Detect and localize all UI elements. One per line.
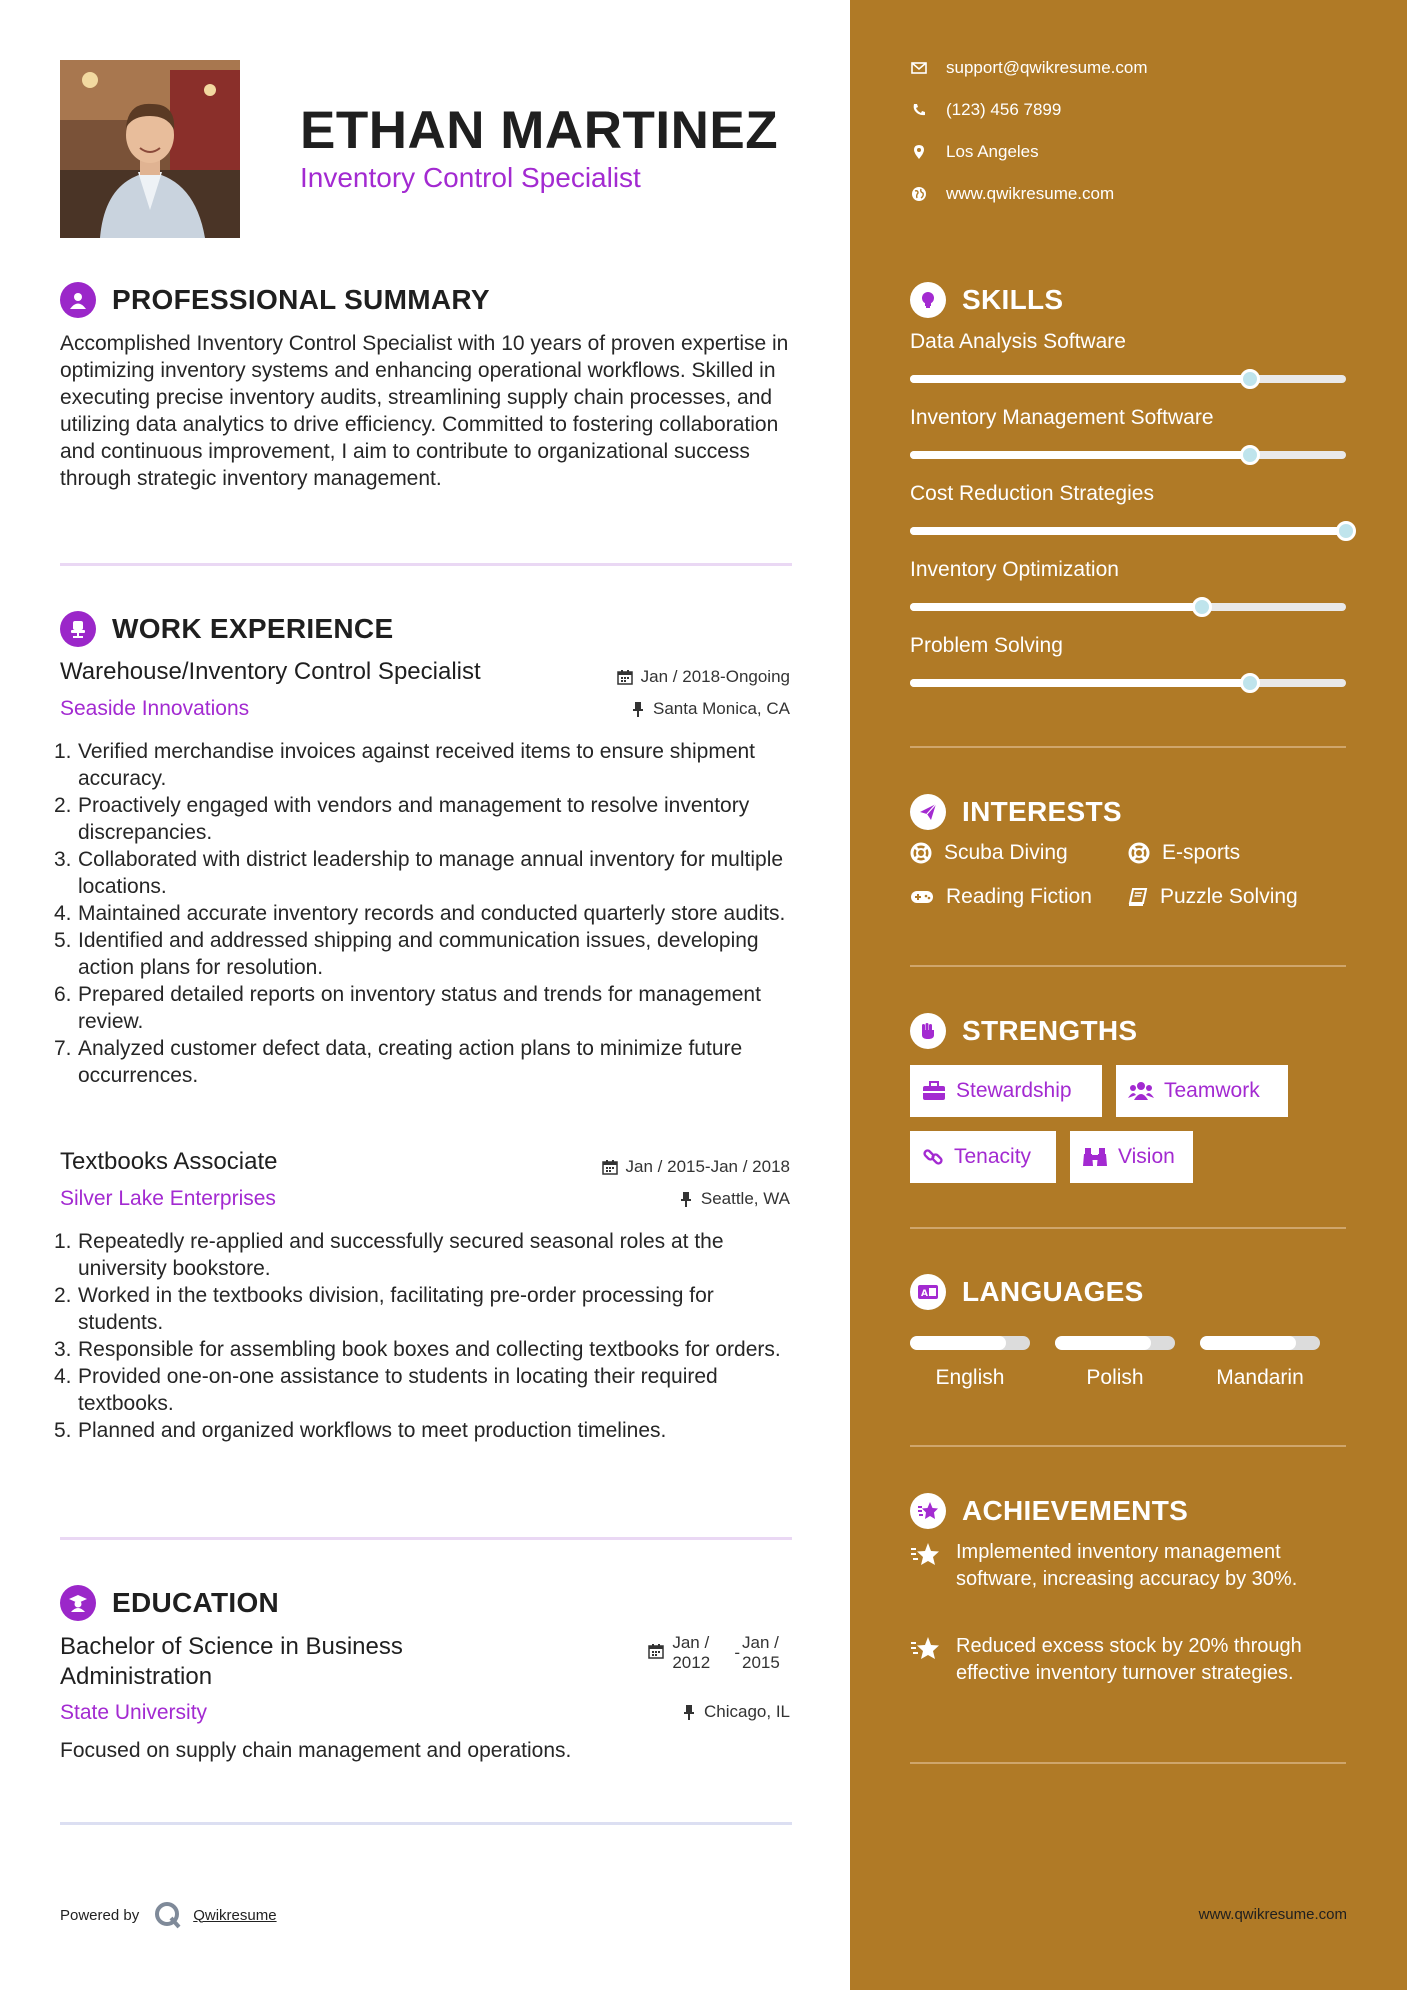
skill-bar-fill bbox=[910, 679, 1250, 687]
candidate-name: ETHAN MARTINEZ bbox=[300, 101, 779, 160]
achievements-title: ACHIEVEMENTS bbox=[962, 1495, 1189, 1526]
job-dates bbox=[617, 667, 790, 687]
divider bbox=[60, 563, 792, 566]
education-school: State University bbox=[60, 1701, 208, 1724]
list-item: 7. Analyzed customer defect data, creating action plans to minimize future occurrences. bbox=[54, 1037, 743, 1087]
job-role: Warehouse/Inventory Control Specialist bbox=[60, 658, 481, 685]
pin-icon bbox=[682, 1704, 696, 1720]
contact-website-text: www.qwikresume.com bbox=[946, 184, 1115, 203]
skill-bar-fill bbox=[910, 603, 1202, 611]
strength-tag bbox=[910, 1131, 1056, 1183]
graduate-icon bbox=[60, 1585, 96, 1621]
job-location bbox=[631, 699, 790, 719]
strength-tag bbox=[910, 1065, 1102, 1117]
skill-bar bbox=[910, 451, 1346, 459]
language-bar-fill bbox=[1200, 1336, 1296, 1350]
pin-icon bbox=[679, 1191, 693, 1207]
language-bar bbox=[1200, 1336, 1320, 1350]
interests-header bbox=[910, 794, 1122, 830]
users-icon bbox=[1128, 1081, 1154, 1101]
user-icon bbox=[60, 282, 96, 318]
job-location-text: Seattle, WA bbox=[700, 1189, 790, 1208]
strength-tag bbox=[1116, 1065, 1288, 1117]
skill-bar-fill bbox=[910, 527, 1346, 535]
education-location-text: Chicago, IL bbox=[704, 1702, 790, 1721]
divider bbox=[60, 1822, 792, 1825]
fist-icon bbox=[910, 1013, 946, 1049]
contact-location bbox=[910, 142, 1039, 162]
job-dates-text: Jan / 2015-Jan / 2018 bbox=[625, 1157, 790, 1176]
job-company: Seaside Innovations bbox=[60, 697, 250, 720]
interest-label: Puzzle Solving bbox=[1160, 885, 1298, 908]
skill-bar bbox=[910, 527, 1346, 535]
experience-title: WORK EXPERIENCE bbox=[112, 613, 394, 644]
job-duties bbox=[54, 1228, 800, 1444]
briefcase-icon bbox=[922, 1081, 946, 1101]
divider bbox=[910, 965, 1346, 967]
book-icon bbox=[1128, 887, 1148, 907]
chair-icon bbox=[60, 611, 96, 647]
interest-label: Scuba Diving bbox=[944, 841, 1068, 864]
list-item: 1. Verified merchandise invoices against received items to ensure shipment accuracy. bbox=[54, 740, 756, 790]
list-item: 1. Repeatedly re-applied and successfully secured seasonal roles at the university bookstore. bbox=[54, 1230, 724, 1280]
skill-bar bbox=[910, 375, 1346, 383]
sidebar bbox=[850, 0, 1407, 1990]
calendar-icon bbox=[602, 1159, 618, 1175]
skill-bar-knob bbox=[1240, 673, 1260, 693]
education-date-sep: - bbox=[734, 1643, 740, 1662]
language-bar-fill bbox=[1055, 1336, 1151, 1350]
footer-website[interactable]: www.qwikresume.com bbox=[1198, 1906, 1347, 1923]
gamepad-icon bbox=[910, 888, 934, 906]
calendar-icon bbox=[648, 1643, 664, 1659]
summary-header bbox=[60, 282, 490, 318]
education-description: Focused on supply chain management and operations. bbox=[60, 1739, 572, 1762]
list-item: 3. Responsible for assembling book boxes and collecting textbooks for orders. bbox=[54, 1338, 781, 1361]
strength-label: Tenacity bbox=[954, 1145, 1032, 1168]
strength-label: Vision bbox=[1118, 1145, 1175, 1168]
list-item: 6. Prepared detailed reports on inventory status and trends for management review. bbox=[54, 983, 761, 1033]
job-duties bbox=[54, 738, 800, 1089]
binoculars-icon bbox=[1082, 1146, 1108, 1168]
profile-photo bbox=[60, 60, 240, 238]
skill-label: Problem Solving bbox=[910, 634, 1063, 657]
lifebuoy-icon bbox=[910, 842, 932, 864]
interest-label: Reading Fiction bbox=[946, 885, 1092, 908]
job-company: Silver Lake Enterprises bbox=[60, 1187, 276, 1210]
powered-by-label: Powered by bbox=[60, 1906, 140, 1924]
skill-bar-fill bbox=[910, 451, 1250, 459]
svg-text:A: A bbox=[921, 1289, 928, 1299]
lifebuoy-icon bbox=[1128, 842, 1150, 864]
skill-bar-knob bbox=[1240, 369, 1260, 389]
language-label: Polish bbox=[1086, 1366, 1144, 1389]
achievement-text: Implemented inventory management software, increasing accuracy by 30%. bbox=[956, 1541, 1298, 1590]
skill-bar-knob bbox=[1336, 521, 1356, 541]
education-title: EDUCATION bbox=[112, 1587, 280, 1618]
contact-phone-text: (123) 456 7899 bbox=[946, 100, 1062, 119]
qwikresume-link[interactable]: Qwikresume bbox=[193, 1906, 277, 1924]
contact-location-text: Los Angeles bbox=[946, 142, 1039, 161]
divider bbox=[910, 1227, 1346, 1229]
star-icon bbox=[910, 1635, 940, 1661]
interest-item bbox=[910, 841, 1068, 865]
list-item: 5. Planned and organized workflows to meet production timelines. bbox=[54, 1419, 667, 1442]
language-bar-fill bbox=[910, 1336, 1006, 1350]
language-bar bbox=[1055, 1336, 1175, 1350]
powered-by bbox=[60, 1900, 277, 1930]
link-icon bbox=[922, 1146, 944, 1168]
education-date-start: Jan / 2012 bbox=[672, 1633, 711, 1672]
education-header bbox=[60, 1585, 279, 1621]
achievement-item bbox=[910, 1539, 1350, 1593]
divider bbox=[910, 1445, 1346, 1447]
interest-item bbox=[910, 885, 1092, 909]
interests-title: INTERESTS bbox=[962, 796, 1122, 827]
skills-header bbox=[910, 282, 1063, 318]
list-item: 4. Provided one-on-one assistance to students in locating their required textbooks. bbox=[54, 1365, 718, 1415]
lightbulb-icon bbox=[910, 282, 946, 318]
interest-item bbox=[1128, 841, 1240, 865]
divider bbox=[60, 1537, 792, 1540]
list-item: 2. Proactively engaged with vendors and management to resolve inventory discrepancies. bbox=[54, 794, 750, 844]
language-label: English bbox=[935, 1366, 1005, 1389]
languages-title: LANGUAGES bbox=[962, 1276, 1144, 1307]
language-icon bbox=[910, 1274, 946, 1310]
experience-header bbox=[60, 611, 393, 647]
skill-bar-fill bbox=[910, 375, 1250, 383]
language-bar bbox=[910, 1336, 1030, 1350]
skill-bar bbox=[910, 603, 1346, 611]
skills-title: SKILLS bbox=[962, 284, 1064, 315]
qwikresume-logo-icon bbox=[153, 1900, 183, 1930]
contact-website[interactable] bbox=[910, 184, 1114, 204]
strength-label: Teamwork bbox=[1164, 1079, 1260, 1102]
divider bbox=[910, 746, 1346, 748]
summary-text: Accomplished Inventory Control Specialist with 10 years of proven expertise in optimizing inventory systems and enhancing operational workflows. Skilled in executing precise inventory audits, streamlining supply chain processes, and utilizing data analytics to drive efficiency. Committed to fostering collaboration and continuous improvement, I aim to contribute to organizational success through strategic inventory management. bbox=[60, 332, 789, 490]
job-role: Textbooks Associate bbox=[60, 1148, 278, 1175]
education-dates bbox=[648, 1633, 790, 1673]
job-location bbox=[679, 1189, 790, 1209]
list-item: 4. Maintained accurate inventory records and conducted quarterly store audits. bbox=[54, 902, 786, 925]
globe-icon bbox=[910, 186, 928, 202]
achievement-item bbox=[910, 1633, 1350, 1687]
contact-email-text: support@qwikresume.com bbox=[946, 58, 1148, 77]
map-pin-icon bbox=[910, 144, 928, 160]
list-item: 3. Collaborated with district leadership to manage annual inventory for multiple locations. bbox=[54, 848, 784, 898]
job-location-text: Santa Monica, CA bbox=[652, 699, 790, 718]
skill-label: Cost Reduction Strategies bbox=[910, 482, 1154, 505]
languages-header bbox=[910, 1274, 1144, 1310]
job-dates-text: Jan / 2018-Ongoing bbox=[640, 667, 790, 686]
list-item: 5. Identified and addressed shipping and communication issues, developing action plans for resolution. bbox=[54, 929, 759, 979]
interest-item bbox=[1128, 885, 1298, 909]
summary-title: PROFESSIONAL SUMMARY bbox=[112, 284, 490, 315]
education-date-end: Jan / 2015 bbox=[742, 1633, 780, 1672]
skill-label: Inventory Management Software bbox=[910, 406, 1214, 429]
calendar-icon bbox=[617, 669, 633, 685]
paper-plane-icon bbox=[910, 794, 946, 830]
contact-phone[interactable] bbox=[910, 100, 1061, 120]
strengths-header bbox=[910, 1013, 1137, 1049]
education-degree: Bachelor of Science in Business Administration bbox=[60, 1633, 403, 1690]
achievements-header bbox=[910, 1493, 1188, 1529]
language-label: Mandarin bbox=[1216, 1366, 1304, 1389]
phone-icon bbox=[910, 103, 928, 117]
achievement-text: Reduced excess stock by 20% through effective inventory turnover strategies. bbox=[956, 1635, 1302, 1684]
star-icon bbox=[910, 1541, 940, 1567]
list-item: 2. Worked in the textbooks division, facilitating pre-order processing for students. bbox=[54, 1284, 714, 1334]
skill-label: Data Analysis Software bbox=[910, 330, 1126, 353]
interest-label: E-sports bbox=[1162, 841, 1241, 864]
education-location bbox=[682, 1702, 790, 1722]
contact-email[interactable] bbox=[910, 58, 1148, 78]
divider bbox=[910, 1762, 1346, 1764]
skill-label: Inventory Optimization bbox=[910, 558, 1119, 581]
envelope-icon bbox=[910, 62, 928, 74]
skill-bar-knob bbox=[1240, 445, 1260, 465]
pin-icon bbox=[631, 701, 645, 717]
candidate-title: Inventory Control Specialist bbox=[300, 162, 641, 193]
star-badge-icon bbox=[910, 1493, 946, 1529]
skill-bar-knob bbox=[1192, 597, 1212, 617]
skill-bar bbox=[910, 679, 1346, 687]
job-dates bbox=[602, 1157, 790, 1177]
strength-tag bbox=[1070, 1131, 1193, 1183]
strength-label: Stewardship bbox=[956, 1079, 1072, 1102]
strengths-title: STRENGTHS bbox=[962, 1015, 1138, 1046]
